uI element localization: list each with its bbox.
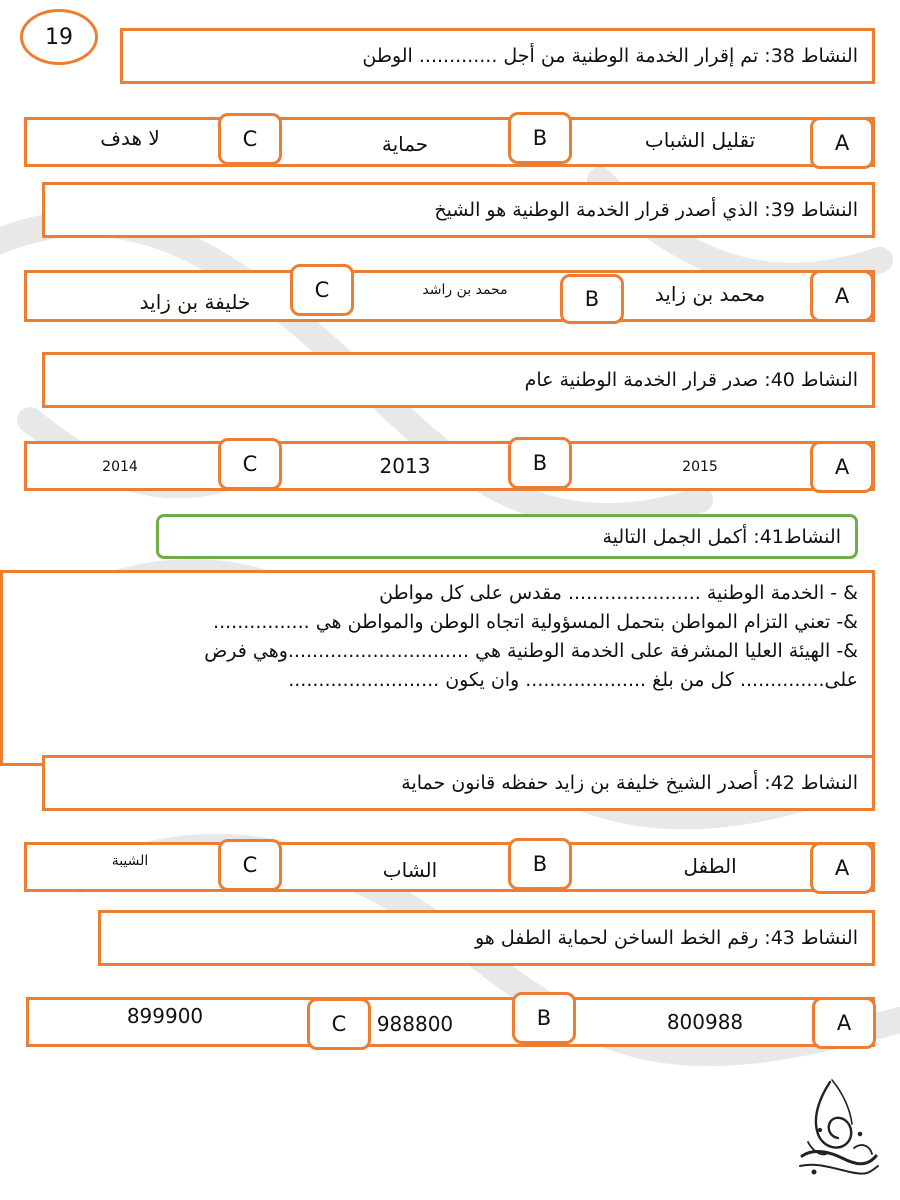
question-38-label: النشاط: [800, 45, 858, 67]
question-38-box: [120, 28, 875, 84]
question-43-number: 43: [770, 927, 795, 949]
calligraphy-emblem-icon: [790, 1072, 880, 1182]
q38-option-c[interactable]: لا هدف: [100, 126, 160, 150]
question-38-number: 38: [770, 45, 795, 67]
page-number: 19: [45, 24, 73, 50]
question-40-text: : صدر قرار الخدمة الوطنية عام: [524, 369, 771, 391]
fill-line-3[interactable]: &- الهيئة العليا المشرفة على الخدمة الوطنية هي ..............................وهي فرض: [204, 640, 858, 662]
q43-option-c[interactable]: 899900: [126, 1004, 204, 1028]
fill-line-4[interactable]: على.............. كل من بلغ .................... وان يكون .........................: [288, 669, 858, 691]
question-41-number: 41: [759, 525, 784, 548]
fill-in-sentences-box: [0, 570, 875, 766]
question-42-text: : أصدر الشيخ خليفة بن زايد حفظه قانون حماية: [401, 772, 771, 794]
question-40-box: [42, 352, 875, 408]
question-43-text: : رقم الخط الساخن لحماية الطفل هو: [474, 927, 771, 949]
fill-line-2[interactable]: &- تعني التزام المواطن بتحمل المسؤولية اتجاه الوطن والمواطن هي ................: [213, 611, 858, 633]
q42-option-a[interactable]: الطفل: [683, 854, 737, 878]
fill-line-1[interactable]: & - الخدمة الوطنية ...................... مقدس على كل مواطن: [379, 582, 858, 604]
q38-letter-a[interactable]: A: [810, 117, 874, 169]
q40-letter-c[interactable]: C: [218, 438, 282, 490]
question-42-label: النشاط: [800, 772, 858, 794]
q39-option-c[interactable]: خليفة بن زايد: [139, 290, 251, 314]
q43-option-b[interactable]: 988800: [376, 1012, 454, 1036]
q38-option-a[interactable]: تقليل الشباب: [644, 128, 756, 152]
question-39-box: [42, 182, 875, 238]
q40-letter-b[interactable]: B: [508, 437, 572, 489]
q39-letter-c[interactable]: C: [290, 264, 354, 316]
question-43-box: [98, 910, 875, 966]
q43-letter-c[interactable]: C: [307, 998, 371, 1050]
q39-letter-a[interactable]: A: [810, 270, 874, 322]
question-39-number: 39: [770, 199, 795, 221]
q40-option-c[interactable]: 2014: [102, 459, 138, 475]
q43-option-a[interactable]: 800988: [666, 1010, 744, 1034]
q42-option-b[interactable]: الشاب: [382, 858, 438, 882]
q40-letter-a[interactable]: A: [810, 441, 874, 493]
question-41-text: : أكمل الجمل التالية: [602, 525, 760, 548]
question-41-box: [156, 514, 858, 559]
q39-option-b[interactable]: محمد بن راشد: [422, 282, 508, 298]
q43-letter-a[interactable]: A: [812, 997, 876, 1049]
q43-letter-b[interactable]: B: [512, 992, 576, 1044]
q42-letter-a[interactable]: A: [810, 842, 874, 894]
question-40-label: النشاط: [800, 369, 858, 391]
q42-letter-c[interactable]: C: [218, 839, 282, 891]
page-number-badge: [20, 9, 98, 65]
question-40-number: 40: [770, 369, 795, 391]
question-43-label: النشاط: [800, 927, 858, 949]
q42-letter-b[interactable]: B: [508, 838, 572, 890]
question-42-box: [42, 755, 875, 811]
q39-option-a[interactable]: محمد بن زايد: [654, 282, 766, 306]
q38-option-b[interactable]: حماية: [381, 132, 429, 156]
question-42-number: 42: [770, 772, 795, 794]
q42-option-c[interactable]: الشيبة: [111, 853, 149, 869]
q38-letter-b[interactable]: B: [508, 112, 572, 164]
q40-option-a[interactable]: 2015: [682, 459, 718, 475]
q40-option-b[interactable]: 2013: [379, 454, 431, 478]
question-39-text: : الذي أصدر قرار الخدمة الوطنية هو الشيخ: [434, 199, 771, 221]
question-38-text: : تم إقرار الخدمة الوطنية من أجل ............. الوطن: [362, 45, 771, 67]
q39-letter-b[interactable]: B: [560, 274, 624, 324]
q38-letter-c[interactable]: C: [218, 113, 282, 165]
question-41-label: النشاط: [783, 525, 841, 548]
question-39-label: النشاط: [800, 199, 858, 221]
